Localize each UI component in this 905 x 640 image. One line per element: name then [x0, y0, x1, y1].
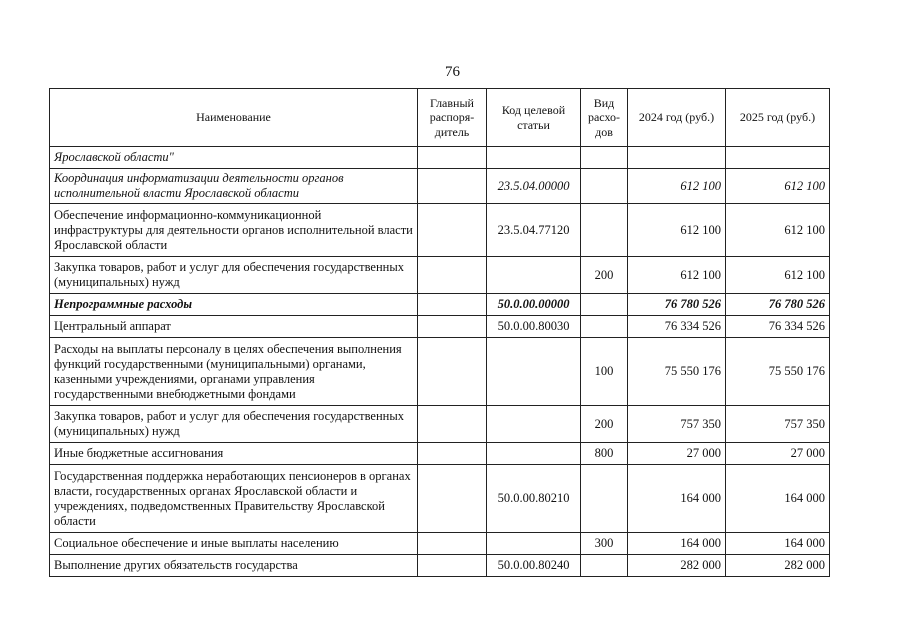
row-name-cell: Расходы на выплаты персоналу в целях обеспечения выполнения функций государственными (муниципальными) органами, казенными учреждениями, органами управления государственными внебюджетными фондами	[50, 338, 418, 406]
table-row	[50, 147, 830, 169]
row-2025-amount-cell: 612 100	[726, 257, 830, 294]
row-2025-amount-cell: 76 334 526	[726, 316, 830, 338]
row-2024-amount-cell	[628, 147, 726, 169]
row-name-cell: Координация информатизации деятельности органов исполнительной власти Ярославской области	[50, 169, 418, 204]
row-name-cell: Закупка товаров, работ и услуг для обеспечения государственных (муниципальных) нужд	[50, 406, 418, 443]
row-2025-amount-cell: 612 100	[726, 204, 830, 257]
row-target-code-cell: 23.5.04.00000	[487, 169, 581, 204]
row-2024-amount-cell: 75 550 176	[628, 338, 726, 406]
row-2024-amount-cell: 612 100	[628, 204, 726, 257]
row-name-cell: Выполнение других обязательств государства	[50, 555, 418, 577]
row-distributor-cell	[418, 294, 487, 316]
row-distributor-cell	[418, 204, 487, 257]
table-row	[50, 465, 830, 533]
row-2024-amount-cell: 757 350	[628, 406, 726, 443]
row-2025-amount-cell: 282 000	[726, 555, 830, 577]
row-2025-amount-cell: 27 000	[726, 443, 830, 465]
table-header-row	[50, 89, 830, 147]
row-target-code-cell	[487, 406, 581, 443]
row-expense-type-cell	[581, 294, 628, 316]
row-distributor-cell	[418, 147, 487, 169]
row-distributor-cell	[418, 169, 487, 204]
table-row	[50, 533, 830, 555]
header-distributor: Главный распоря-дитель	[418, 89, 487, 147]
row-expense-type-cell: 300	[581, 533, 628, 555]
row-2025-amount-cell: 76 780 526	[726, 294, 830, 316]
header-target-code: Код целевой статьи	[487, 89, 581, 147]
row-name-cell: Центральный аппарат	[50, 316, 418, 338]
row-2025-amount-cell	[726, 147, 830, 169]
row-2024-amount-cell: 76 780 526	[628, 294, 726, 316]
table-row	[50, 443, 830, 465]
table-row	[50, 406, 830, 443]
row-2024-amount-cell: 612 100	[628, 257, 726, 294]
row-distributor-cell	[418, 316, 487, 338]
row-name-cell: Государственная поддержка неработающих пенсионеров в органах власти, государственных органах Ярославской области и учреждениях, подведомственных Правительству Ярославской области	[50, 465, 418, 533]
row-name-cell: Закупка товаров, работ и услуг для обеспечения государственных (муниципальных) нужд	[50, 257, 418, 294]
row-target-code-cell	[487, 257, 581, 294]
row-expense-type-cell: 200	[581, 257, 628, 294]
table-body	[50, 147, 830, 577]
row-distributor-cell	[418, 257, 487, 294]
row-name-cell: Ярославской области"	[50, 147, 418, 169]
row-2024-amount-cell: 76 334 526	[628, 316, 726, 338]
table-row	[50, 204, 830, 257]
row-expense-type-cell	[581, 555, 628, 577]
row-2024-amount-cell: 282 000	[628, 555, 726, 577]
page-number: 76	[445, 64, 460, 80]
header-year-2025: 2025 год (руб.)	[726, 89, 830, 147]
budget-table	[49, 88, 830, 577]
row-target-code-cell: 50.0.00.80210	[487, 465, 581, 533]
row-distributor-cell	[418, 533, 487, 555]
row-target-code-cell	[487, 443, 581, 465]
row-distributor-cell	[418, 338, 487, 406]
row-name-cell: Социальное обеспечение и иные выплаты населению	[50, 533, 418, 555]
row-target-code-cell	[487, 338, 581, 406]
row-2024-amount-cell: 612 100	[628, 169, 726, 204]
row-2024-amount-cell: 164 000	[628, 465, 726, 533]
table-row	[50, 169, 830, 204]
header-year-2024: 2024 год (руб.)	[628, 89, 726, 147]
row-distributor-cell	[418, 406, 487, 443]
row-expense-type-cell	[581, 204, 628, 257]
header-expense-type: Вид расхо-дов	[581, 89, 628, 147]
table-row	[50, 555, 830, 577]
row-target-code-cell: 50.0.00.80240	[487, 555, 581, 577]
table-row	[50, 257, 830, 294]
table-row	[50, 338, 830, 406]
row-distributor-cell	[418, 443, 487, 465]
row-name-cell: Непрограммные расходы	[50, 294, 418, 316]
row-expense-type-cell	[581, 316, 628, 338]
row-expense-type-cell: 100	[581, 338, 628, 406]
row-2024-amount-cell: 27 000	[628, 443, 726, 465]
row-distributor-cell	[418, 465, 487, 533]
row-2025-amount-cell: 612 100	[726, 169, 830, 204]
row-expense-type-cell: 200	[581, 406, 628, 443]
row-distributor-cell	[418, 555, 487, 577]
row-expense-type-cell	[581, 147, 628, 169]
row-target-code-cell	[487, 147, 581, 169]
row-target-code-cell: 50.0.00.80030	[487, 316, 581, 338]
row-target-code-cell	[487, 533, 581, 555]
row-2025-amount-cell: 164 000	[726, 533, 830, 555]
header-name: Наименование	[50, 89, 418, 147]
row-expense-type-cell: 800	[581, 443, 628, 465]
row-target-code-cell: 23.5.04.77120	[487, 204, 581, 257]
row-expense-type-cell	[581, 169, 628, 204]
row-name-cell: Обеспечение информационно-коммуникационной инфраструктуры для деятельности органов исполнительной власти Ярославской области	[50, 204, 418, 257]
row-2025-amount-cell: 164 000	[726, 465, 830, 533]
row-name-cell: Иные бюджетные ассигнования	[50, 443, 418, 465]
row-target-code-cell: 50.0.00.00000	[487, 294, 581, 316]
row-2024-amount-cell: 164 000	[628, 533, 726, 555]
table-row	[50, 294, 830, 316]
table-row	[50, 316, 830, 338]
row-2025-amount-cell: 757 350	[726, 406, 830, 443]
row-2025-amount-cell: 75 550 176	[726, 338, 830, 406]
row-expense-type-cell	[581, 465, 628, 533]
